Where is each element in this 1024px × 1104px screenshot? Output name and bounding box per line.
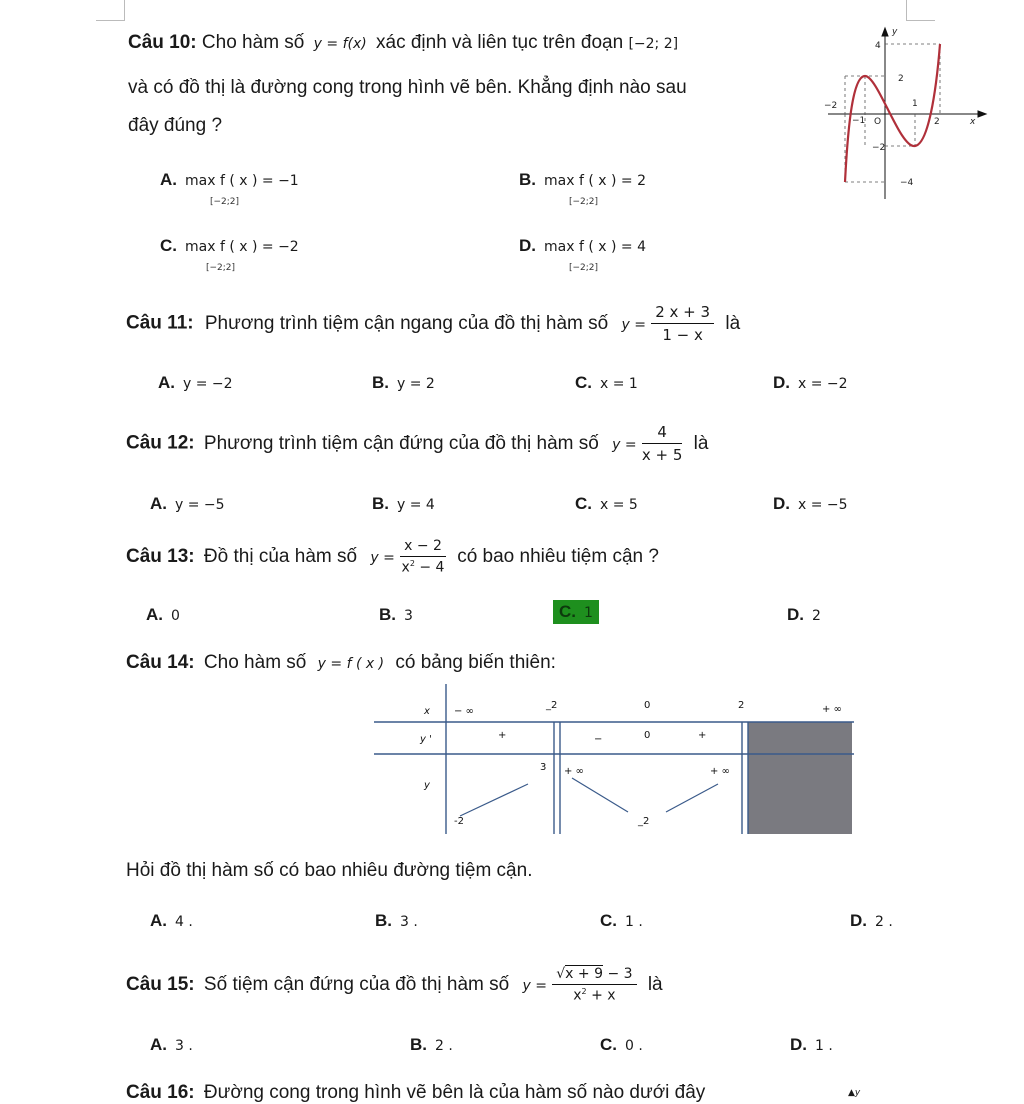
graph-y-label: y xyxy=(892,27,898,37)
q11-fraction: $\frac{2 x + 3}{1 - x}$ xyxy=(651,303,714,344)
graph-tick-m2x: −2 xyxy=(824,101,838,111)
graph-tick-1: 1 xyxy=(912,99,918,109)
page-corner-left xyxy=(96,0,125,21)
q10-label: Câu 10: xyxy=(128,32,197,53)
q10-option-c-sub: [−2;2] xyxy=(206,263,236,273)
q14-label: Câu 14: xyxy=(126,652,195,673)
q10-option-b-sub: [−2;2] xyxy=(569,197,599,207)
table-yp-plus-1: + xyxy=(498,730,507,741)
q14-option-d[interactable]: D. 2 . xyxy=(850,911,893,930)
q12-line: Câu 12: Phương trình tiệm cận đứng của đồ thị hàm số y = $\frac{4}{x + 5}$ là xyxy=(126,423,709,464)
q10-line1: Câu 10: Cho hàm số y = f(x) xác định và liên tục trên đoạn [−2; 2] xyxy=(128,32,679,53)
arrow-increase-2 xyxy=(666,784,718,812)
table-x-0: 0 xyxy=(644,700,651,711)
q13-option-c-highlighted[interactable]: C. 1 xyxy=(553,600,599,624)
q16-axis-glyph: ▲y xyxy=(848,1088,861,1098)
table-x-2: 2 xyxy=(738,700,745,711)
table-yp-0: 0 xyxy=(644,730,651,741)
table-yp-minus: − xyxy=(594,734,603,745)
q14-question: Hỏi đồ thị hàm số có bao nhiêu đường tiệm cận. xyxy=(126,860,533,881)
table-shaded-region xyxy=(748,722,852,834)
q15-label: Câu 15: xyxy=(126,973,195,995)
table-y-3: 3 xyxy=(540,762,547,773)
arrow-up-icon: ▲ xyxy=(848,1088,855,1098)
table-x-m2: _2 xyxy=(546,700,558,711)
graph-tick-2y: 2 xyxy=(898,74,904,84)
q14-line: Câu 14: Cho hàm số y = f ( x ) có bảng biến thiên: xyxy=(126,652,556,673)
q11-option-b[interactable]: B. y = 2 xyxy=(372,373,435,392)
graph-tick-m1: −1 xyxy=(852,116,866,126)
q10-option-a[interactable]: A. max f ( x ) = −1 xyxy=(160,170,299,189)
q14-variation-table xyxy=(374,684,858,840)
table-yp-label: y ' xyxy=(420,734,432,745)
q12-label: Câu 12: xyxy=(126,432,195,454)
q10-option-b[interactable]: B. max f ( x ) = 2 xyxy=(519,170,646,189)
q14-option-c[interactable]: C. 1 . xyxy=(600,911,643,930)
q10-option-a-sub: [−2;2] xyxy=(210,197,240,207)
q14-function: y = f ( x ) xyxy=(317,656,385,672)
graph-x-label: x xyxy=(970,117,976,127)
table-yp-plus-2: + xyxy=(698,730,707,741)
q10-interval: [−2; 2] xyxy=(628,36,679,52)
q13-fraction: $\frac{x - 2}{x^2 - 4}$ xyxy=(401,538,445,576)
graph-tick-m4: −4 xyxy=(900,178,914,188)
table-x-pos-inf: + ∞ xyxy=(822,704,842,715)
q11-option-d[interactable]: D. x = −2 xyxy=(773,373,848,392)
graph-tick-2x: 2 xyxy=(934,117,940,127)
table-y-m2-mid: _2 xyxy=(638,816,650,827)
graph-tick-4: 4 xyxy=(875,41,881,51)
graph-origin: O xyxy=(874,117,882,127)
table-x-neg-inf: − ∞ xyxy=(454,706,474,717)
y-axis-arrow xyxy=(882,28,888,36)
q11-line: Câu 11: Phương trình tiệm cận ngang của đồ thị hàm số y = $\frac{2 x + 3}{1 - x}$ là xyxy=(126,303,741,344)
table-y-m2-left: -2 xyxy=(454,816,464,827)
q11-option-a[interactable]: A. y = −2 xyxy=(158,373,233,392)
x-axis-arrow xyxy=(978,111,986,117)
arrow-increase-1 xyxy=(460,784,528,816)
q13-option-a[interactable]: A. 0 xyxy=(146,605,180,624)
arrow-decrease xyxy=(572,778,628,812)
table-y-pos-inf-1: + ∞ xyxy=(564,766,584,777)
graph-curve xyxy=(845,44,940,182)
q15-option-a[interactable]: A. 3 . xyxy=(150,1035,193,1054)
q11-option-c[interactable]: C. x = 1 xyxy=(575,373,638,392)
q13-label: Câu 13: xyxy=(126,545,195,567)
table-y-label: y xyxy=(424,780,430,791)
q16-label: Câu 16: xyxy=(126,1082,195,1103)
table-y-pos-inf-2: + ∞ xyxy=(710,766,730,777)
q11-label: Câu 11: xyxy=(126,312,194,334)
q13-option-b[interactable]: B. 3 xyxy=(379,605,413,624)
q10-line2: và có đồ thị là đường cong trong hình vẽ bên. Khẳng định nào sau xyxy=(128,77,687,98)
q15-line: Câu 15: Số tiệm cận đứng của đồ thị hàm số y = $\frac{√x + 9 - 3}{x^2 + x}$ là xyxy=(126,966,663,1004)
graph-tick-m2y: −2 xyxy=(872,143,886,153)
table-x-label: x xyxy=(424,706,430,717)
page-corner-right xyxy=(906,0,935,21)
q12-fraction: $\frac{4}{x + 5}$ xyxy=(641,423,683,464)
q12-option-b[interactable]: B. y = 4 xyxy=(372,494,435,513)
q16-line: Câu 16: Đường cong trong hình vẽ bên là của hàm số nào dưới đây xyxy=(126,1082,706,1103)
q15-option-d[interactable]: D. 1 . xyxy=(790,1035,833,1054)
q15-fraction: $\frac{√x + 9 - 3}{x^2 + x}$ xyxy=(552,966,636,1004)
q10-line3: đây đúng ? xyxy=(128,115,223,136)
q10-graph xyxy=(820,24,990,204)
q12-option-d[interactable]: D. x = −5 xyxy=(773,494,848,513)
q14-option-a[interactable]: A. 4 . xyxy=(150,911,193,930)
q13-line: Câu 13: Đồ thị của hàm số y = $\frac{x - 2}{x^2 - 4}$ có bao nhiêu tiệm cận ? xyxy=(126,538,659,576)
q10-function: y = f(x) xyxy=(313,36,367,52)
q15-option-b[interactable]: B. 2 . xyxy=(410,1035,453,1054)
q14-option-b[interactable]: B. 3 . xyxy=(375,911,418,930)
q12-option-a[interactable]: A. y = −5 xyxy=(150,494,225,513)
sqrt-sign: √ xyxy=(556,966,566,982)
q10-option-d[interactable]: D. max f ( x ) = 4 xyxy=(519,236,646,255)
q10-option-d-sub: [−2;2] xyxy=(569,263,599,273)
q10-option-c[interactable]: C. max f ( x ) = −2 xyxy=(160,236,299,255)
q15-option-c[interactable]: C. 0 . xyxy=(600,1035,643,1054)
q13-option-d[interactable]: D. 2 xyxy=(787,605,821,624)
q12-option-c[interactable]: C. x = 5 xyxy=(575,494,638,513)
